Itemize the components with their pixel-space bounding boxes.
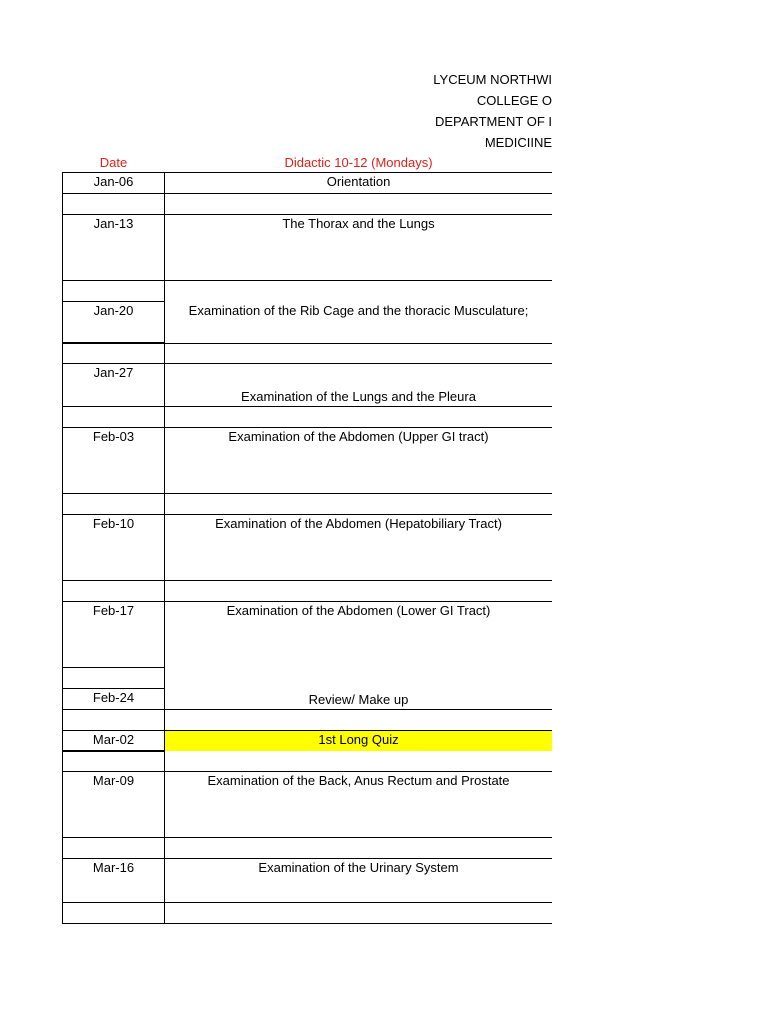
table-row: [62, 751, 552, 772]
table-row: [62, 689, 552, 710]
table-row: [62, 407, 552, 428]
date-cell: [62, 751, 165, 772]
date-cell: [62, 281, 165, 302]
topic-cell: [165, 281, 552, 302]
table-row: [62, 668, 552, 689]
column-header-topic: Didactic 10-12 (Mondays): [284, 155, 433, 170]
date-cell: Feb-17: [62, 602, 165, 668]
topic-text: Examination of the Lungs and the Pleura: [241, 389, 476, 404]
header-subject: MEDICIINE: [484, 135, 552, 150]
date-cell: Feb-03: [62, 428, 165, 494]
date-cell: Feb-10: [62, 515, 165, 581]
table-row: [62, 772, 552, 838]
topic-cell: The Thorax and the Lungs: [165, 215, 552, 281]
table-row: [62, 602, 552, 668]
date-cell: Jan-20: [62, 302, 165, 343]
date-cell: Mar-02: [62, 731, 165, 751]
topic-cell-highlighted: 1st Long Quiz: [165, 731, 552, 751]
table-row: [62, 302, 552, 343]
table-row: [62, 838, 552, 859]
table-row: [62, 731, 552, 751]
topic-cell: [165, 751, 552, 772]
topic-cell: [165, 364, 552, 407]
date-cell: Jan-13: [62, 215, 165, 281]
topic-cell: [165, 194, 552, 215]
column-header-date: Date: [99, 155, 128, 170]
table-row: [62, 364, 552, 407]
date-cell: [62, 710, 165, 731]
header-institution: LYCEUM NORTHWI: [433, 72, 552, 87]
topic-cell: [165, 689, 552, 710]
date-cell: [62, 581, 165, 602]
topic-cell: [165, 838, 552, 859]
date-cell: [62, 494, 165, 515]
date-cell: [62, 194, 165, 215]
topic-cell: Examination of the Abdomen (Upper GI tract): [165, 428, 552, 494]
date-cell: [62, 407, 165, 428]
topic-cell: [165, 581, 552, 602]
date-cell: [62, 903, 165, 924]
topic-cell: Examination of the Back, Anus Rectum and Prostate: [165, 772, 552, 838]
topic-cell: [165, 710, 552, 731]
table-row: [62, 494, 552, 515]
date-cell: Jan-27: [62, 364, 165, 407]
topic-cell: [165, 903, 552, 924]
date-cell: [62, 838, 165, 859]
date-cell: Mar-16: [62, 859, 165, 903]
topic-cell: Examination of the Abdomen (Hepatobiliary Tract): [165, 515, 552, 581]
topic-text: Review/ Make up: [308, 692, 409, 707]
date-cell: Jan-06: [62, 173, 165, 194]
schedule-table: [62, 172, 552, 924]
table-row: [62, 343, 552, 364]
topic-cell: [165, 668, 552, 689]
date-cell: Feb-24: [62, 689, 165, 710]
table-row: [62, 173, 552, 194]
table-row: [62, 194, 552, 215]
header-department: DEPARTMENT OF I: [434, 114, 552, 129]
header-college: COLLEGE O: [476, 93, 552, 108]
topic-cell: [165, 494, 552, 515]
topic-cell: Orientation: [165, 173, 552, 194]
table-row: [62, 515, 552, 581]
table-row: [62, 710, 552, 731]
table-row: [62, 581, 552, 602]
date-cell: [62, 343, 165, 364]
topic-cell: Examination of the Abdomen (Lower GI Tract): [226, 603, 491, 618]
table-row: [62, 903, 552, 924]
topic-cell: [165, 407, 552, 428]
topic-cell: [165, 343, 552, 364]
table-row: [62, 281, 552, 302]
table-row: [62, 428, 552, 494]
table-row: [62, 215, 552, 281]
topic-cell: Examination of the Rib Cage and the thoracic Musculature;: [188, 303, 529, 318]
date-cell: Mar-09: [62, 772, 165, 838]
table-row: [62, 859, 552, 903]
topic-cell: Examination of the Urinary System: [165, 859, 552, 903]
date-cell: [62, 668, 165, 689]
